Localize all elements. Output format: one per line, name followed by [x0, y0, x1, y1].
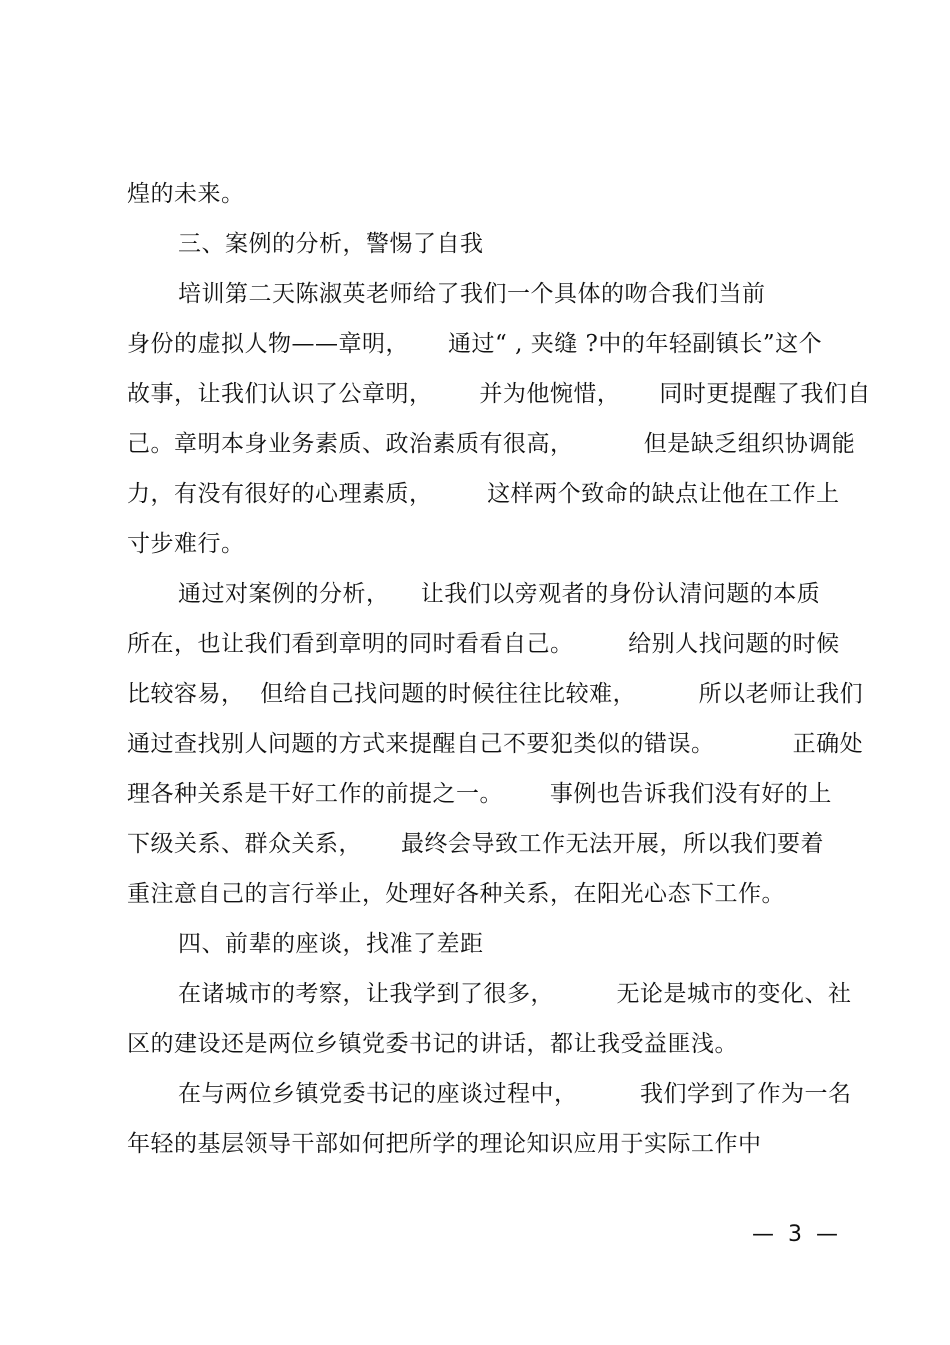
page-number: — 3 — — [752, 1222, 838, 1247]
paragraph-line: 重注意自己的言行举止，处理好各种关系，在阳光心态下工作。 — [127, 881, 785, 907]
paragraph-line: 故事，让我们认识了公章明， 并为他惋惜， 同时更提醒了我们自 — [127, 381, 871, 407]
paragraph-line: 通过查找别人问题的方式来提醒自己不要犯类似的错误。 正确处 — [127, 731, 864, 757]
section-heading: 四、前辈的座谈，找准了差距 — [178, 931, 484, 957]
paragraph-line: 所在，也让我们看到章明的同时看看自己。 给别人找问题的时候 — [127, 631, 840, 657]
paragraph-line: 区的建设还是两位乡镇党委书记的讲话，都让我受益匪浅。 — [127, 1031, 738, 1057]
paragraph-line: 寸步难行。 — [127, 531, 245, 557]
paragraph-line: 己。章明本身业务素质、政治素质有很高， 但是缺乏组织协调能 — [127, 431, 856, 457]
paragraph-line: 下级关系、群众关系， 最终会导致工作无法开展，所以我们要着 — [127, 831, 825, 857]
paragraph-line: 理各种关系是干好工作的前提之一。 事例也告诉我们没有好的上 — [127, 781, 832, 807]
paragraph-line: 在诸城市的考察，让我学到了很多， 无论是城市的变化、社 — [178, 981, 852, 1007]
section-heading: 三、案例的分析，警惕了自我 — [178, 231, 484, 257]
paragraph-line: 通过对案例的分析， 让我们以旁观者的身份认清问题的本质 — [178, 581, 821, 607]
paragraph-line: 比较容易， 但给自己找问题的时候往往比较难， 所以老师让我们 — [127, 681, 864, 707]
paragraph-line: 身份的虚拟人物——章明， 通过“ , 夹缝 ?中的年轻副镇长”这个 — [127, 331, 823, 357]
paragraph-line: 培训第二天陈淑英老师给了我们一个具体的吻合我们当前 — [178, 281, 766, 307]
paragraph-line: 力，有没有很好的心理素质， 这样两个致命的缺点让他在工作上 — [127, 481, 840, 507]
text-line: 煌的未来。 — [127, 181, 245, 207]
paragraph-line: 在与两位乡镇党委书记的座谈过程中， 我们学到了作为一名 — [178, 1081, 852, 1107]
paragraph-line: 年轻的基层领导干部如何把所学的理论知识应用于实际工作中 — [127, 1131, 762, 1157]
